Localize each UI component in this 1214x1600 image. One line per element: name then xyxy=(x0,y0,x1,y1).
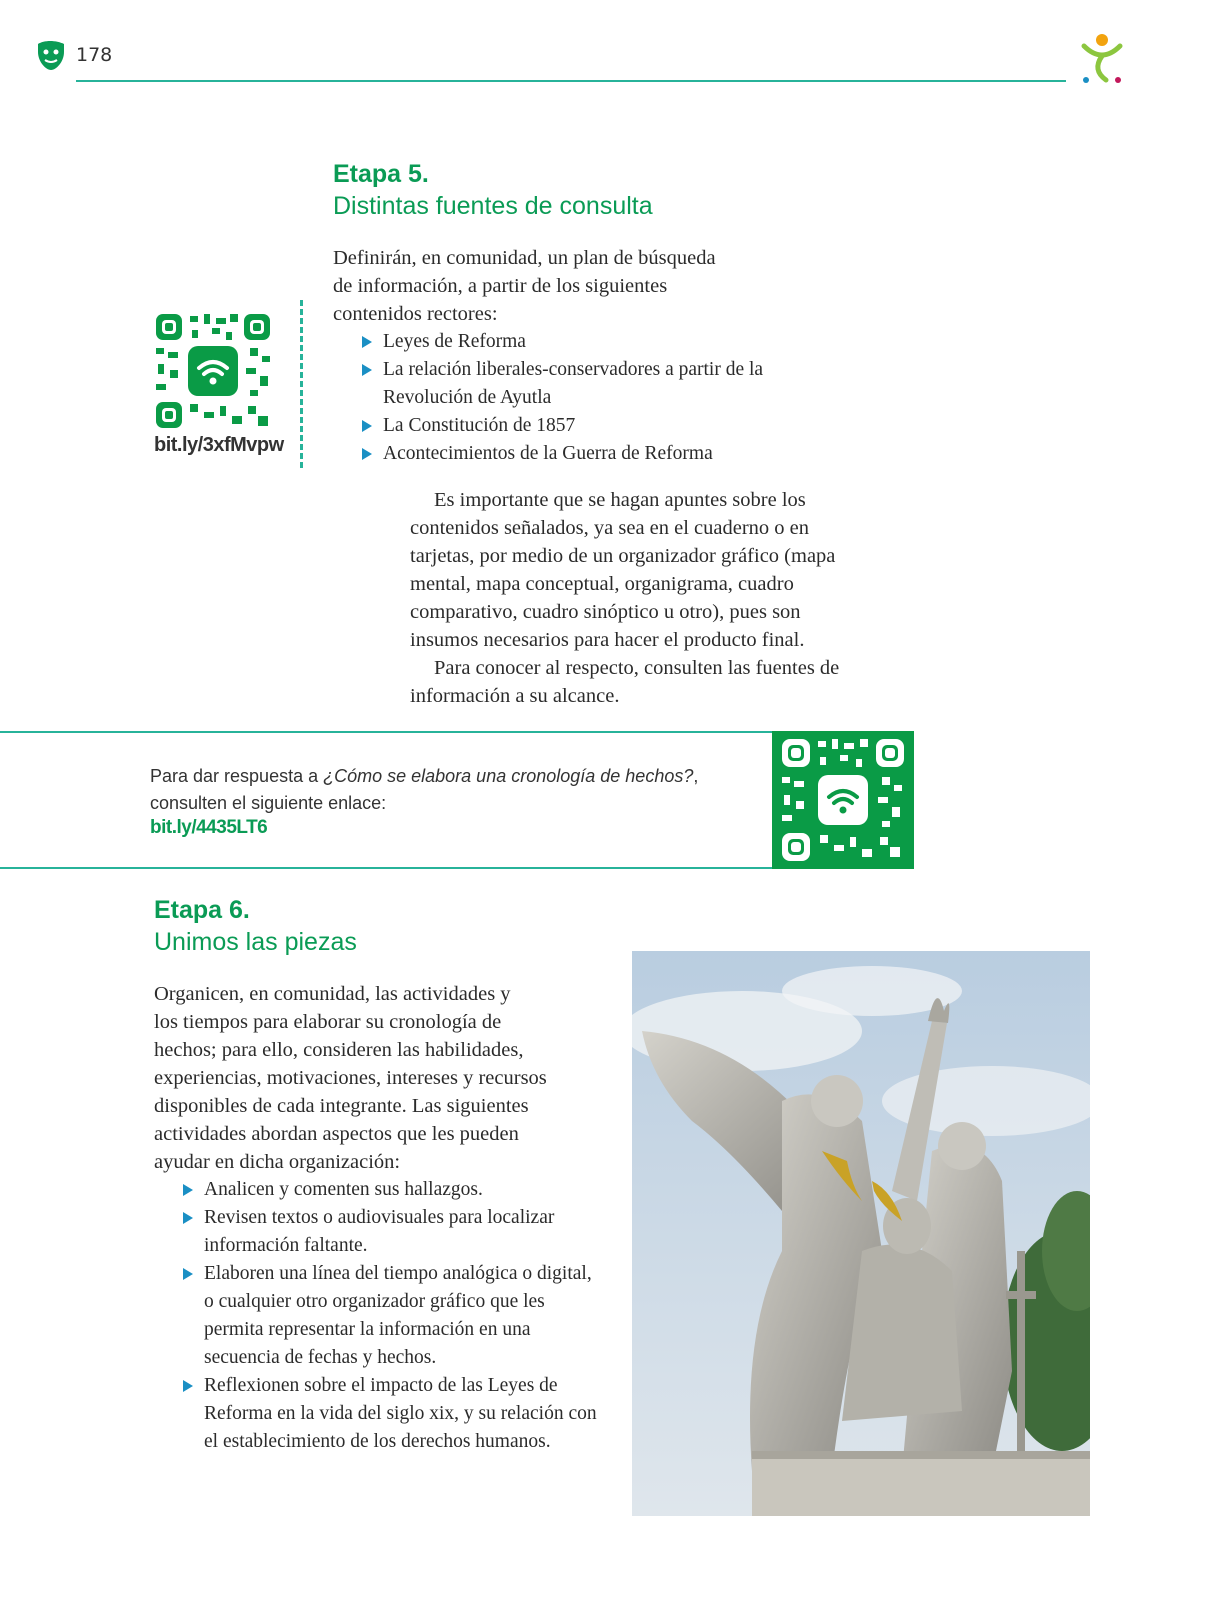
body-line: tarjetas, por medio de un organizador gráfico (mapa xyxy=(410,545,836,567)
qr-code-icon[interactable] xyxy=(154,312,272,430)
stage5-intro-line: de información, a partir de los siguientes xyxy=(333,275,668,297)
list-item: Revisen textos o audiovisuales para localizar información faltante. xyxy=(180,1204,600,1260)
stage5-title: Distintas fuentes de consulta xyxy=(333,192,653,220)
link-box-question: ¿Cómo se elabora una cronología de hechos? xyxy=(323,766,694,786)
stage6-number: Etapa 6. xyxy=(154,896,250,924)
stage6-intro-line: ayudar en dicha organización: xyxy=(154,1151,401,1173)
list-item: Reflexionen sobre el impacto de las Leyes de Reforma en la vida del siglo xix, y su relación con el establecimiento de los derechos humanos. xyxy=(180,1372,600,1456)
box-bottom-border xyxy=(0,867,772,869)
stage5-intro-line: Definirán, en comunidad, un plan de búsqueda xyxy=(333,247,716,269)
monument-photo xyxy=(632,951,1090,1516)
stage6-bullet-list xyxy=(180,1176,600,1456)
stage5-bullet-list xyxy=(359,328,769,468)
stage6-intro-line: hechos; para ello, consideren las habilidades, xyxy=(154,1039,524,1061)
body-line: mental, mapa conceptual, organigrama, cuadro xyxy=(410,573,794,595)
stage5-intro xyxy=(333,244,716,328)
link-box-text xyxy=(150,763,698,817)
stage5-heading xyxy=(333,158,653,222)
body-line: comparativo, cuadro sinóptico u otro), pues son xyxy=(410,601,801,623)
body-line: contenidos señalados, ya sea en el cuaderno o en xyxy=(410,517,810,539)
colorful-figure-logo-icon xyxy=(1076,30,1128,86)
stage6-heading xyxy=(154,894,357,958)
stage5-number: Etapa 5. xyxy=(333,160,429,188)
body-line: Es importante que se hagan apuntes sobre los xyxy=(434,489,806,511)
stage6-title: Unimos las piezas xyxy=(154,928,357,956)
box-top-border xyxy=(0,731,772,733)
green-mask-icon xyxy=(34,38,68,72)
stage5-body xyxy=(410,486,900,710)
stage6-intro-line: los tiempos para elaborar su cronología de xyxy=(154,1011,502,1033)
list-item: Elaboren una línea del tiempo analógica o digital, o cualquier otro organizador gráfico que les permita representar la información en una secuencia de fechas y hechos. xyxy=(180,1260,600,1372)
stage6-intro xyxy=(154,980,547,1176)
stage5-intro-line: contenidos rectores: xyxy=(333,303,498,325)
stage6-intro-line: disponibles de cada integrante. Las siguientes xyxy=(154,1095,529,1117)
list-item: La Constitución de 1857 xyxy=(359,412,769,440)
list-item: Analicen y comenten sus hallazgos. xyxy=(180,1176,600,1204)
header-divider xyxy=(76,80,1066,82)
link-box-suffix: , xyxy=(693,766,699,786)
link-box-prefix: Para dar respuesta a xyxy=(150,766,324,786)
qr-link-label[interactable]: bit.ly/3xfMvpw xyxy=(154,434,284,456)
stage6-intro-line: Organicen, en comunidad, las actividades y xyxy=(154,983,511,1005)
dashed-divider xyxy=(300,300,303,468)
page-number: 178 xyxy=(76,44,113,66)
body-line: insumos necesarios para hacer el producto final. xyxy=(410,629,805,651)
body-line: Para conocer al respecto, consulten las fuentes de xyxy=(434,657,840,679)
list-item: Leyes de Reforma xyxy=(359,328,769,356)
qr-code-box[interactable] xyxy=(772,731,914,869)
link-box-link[interactable]: bit.ly/4435LT6 xyxy=(150,817,268,838)
list-item: Acontecimientos de la Guerra de Reforma xyxy=(359,440,769,468)
body-line: información a su alcance. xyxy=(410,685,620,707)
link-box-line2: consulten el siguiente enlace: xyxy=(150,793,387,813)
list-item: La relación liberales-conservadores a partir de la Revolución de Ayutla xyxy=(359,356,769,412)
stage6-intro-line: experiencias, motivaciones, intereses y recursos xyxy=(154,1067,547,1089)
stage6-intro-line: actividades abordan aspectos que les pueden xyxy=(154,1123,519,1145)
qr-code-icon[interactable] xyxy=(780,737,906,863)
